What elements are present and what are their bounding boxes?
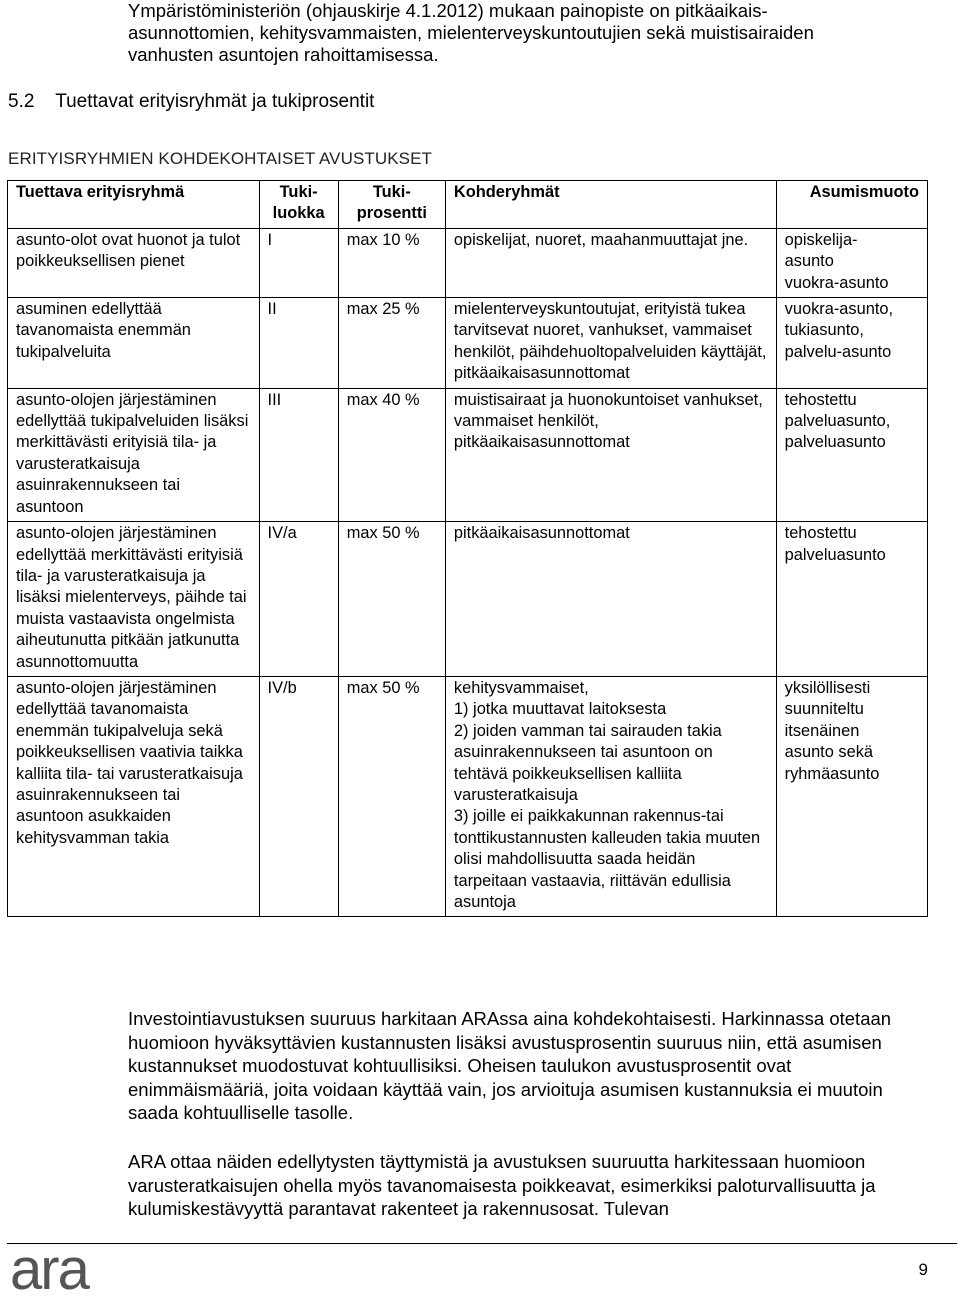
header-targets: Kohderyhmät — [445, 181, 776, 229]
cell-class: II — [259, 298, 338, 389]
header-class: Tuki- luokka — [259, 181, 338, 229]
table-row — [8, 388, 928, 521]
table-row — [8, 298, 928, 389]
cell-housing: tehostettu palveluasunto — [776, 522, 927, 677]
cell-housing: opiskelija- asunto vuokra-asunto — [776, 228, 927, 297]
cell-targets: kehitysvammaiset, 1) jotka muuttavat laitoksesta 2) joiden vamman tai sairauden takia asuinrakennukseen tai asuntoon on tehtävä poikkeuksellisen kalliita varusteratkaisuja 3) joille ei paikkakunnan rakennus-tai tonttikustannusten kalleuden takia muuten olisi mahdollisuutta saada heidän tarpeitaan vastaavia, riittävän edullisia asuntoja — [445, 676, 776, 916]
cell-class: III — [259, 388, 338, 521]
cell-group: asunto-olojen järjestäminen edellyttää tavanomaista enemmän tukipalveluja sekä poikkeuksellisen vaativia taikka kalliita tila- tai varusteratkaisuja asuinrakennukseen tai asuntoon asukkaiden kehitysvamman takia — [8, 676, 260, 916]
section-number: 5.2 — [8, 91, 35, 112]
page-number: 9 — [918, 1260, 928, 1279]
table-row — [8, 522, 928, 677]
cell-group: asunto-olojen järjestäminen edellyttää tukipalveluiden lisäksi merkittävästi erityisiä tila- ja varusteratkaisuja asuinrakennukseen tai asuntoon — [8, 388, 260, 521]
cell-percent: max 25 % — [338, 298, 445, 389]
cell-group: asunto-olot ovat huonot ja tulot poikkeuksellisen pienet — [8, 228, 260, 297]
logo-text: ara — [10, 1245, 88, 1295]
cell-group: asunto-olojen järjestäminen edellyttää merkittävästi erityisiä tila- ja varusteratkaisuja ja lisäksi mielenterveys, päihde tai muista vastaavista ongelmista aiheutunutta pitkään jatkunutta asunnottomuutta — [8, 522, 260, 677]
header-percent: Tuki- prosentti — [338, 181, 445, 229]
header-housing: Asumismuoto — [776, 181, 927, 229]
cell-housing: vuokra-asunto, tukiasunto, palvelu-asunto — [776, 298, 927, 389]
cell-housing: yksilöllisesti suunniteltu itsenäinen asunto sekä ryhmäasunto — [776, 676, 927, 916]
body-paragraph: Investointiavustuksen suuruus harkitaan ARAssa aina kohdekohtaisesti. Harkinnassa otetaan huomioon hyväksyttävien kustannusten lisäksi avustusprosentin suuruus niin, että asumisen kustannukset muodostuvat kohtuullisiksi. Oheisen taulukon avustusprosentit ovat enimmäismääriä, joita voidaan käyttää vain, jos arvioituja asumisen kustannuksia ei muutoin saada kohtuulliselle tasolle. — [128, 1008, 892, 1123]
section-heading — [8, 90, 374, 114]
cell-class: I — [259, 228, 338, 297]
cell-percent: max 10 % — [338, 228, 445, 297]
support-table — [7, 180, 928, 917]
table-header-row — [8, 181, 928, 229]
cell-percent: max 50 % — [338, 522, 445, 677]
cell-targets: mielenterveyskuntoutujat, erityistä tukea tarvitsevat nuoret, vanhukset, vammaiset henkilöt, päihdehuoltopalveluiden käyttäjät, pitkäaikaisasunnottomat — [445, 298, 776, 389]
cell-targets: muistisairaat ja huonokuntoiset vanhukset, vammaiset henkilöt, pitkäaikaisasunnottomat — [445, 388, 776, 521]
cell-class: IV/a — [259, 522, 338, 677]
cell-targets: pitkäaikaisasunnottomat — [445, 522, 776, 677]
ara-logo — [10, 1245, 105, 1295]
cell-targets: opiskelijat, nuoret, maahanmuuttajat jne. — [445, 228, 776, 297]
intro-text: Ympäristöministeriön (ohjauskirje 4.1.2012) mukaan painopiste on pitkäaikais- asunnottomien, kehitysvammaisten, mielenterveyskuntoutujien sekä muistisairaiden vanhusten asuntojen rahoittamisessa. — [128, 0, 814, 65]
table-subtitle: ERITYISRYHMIEN KOHDEKOHTAISET AVUSTUKSET — [8, 149, 433, 168]
cell-percent: max 50 % — [338, 676, 445, 916]
header-group: Tuettava erityisryhmä — [8, 181, 260, 229]
cell-group: asuminen edellyttää tavanomaista enemmän tukipalveluita — [8, 298, 260, 389]
table-row — [8, 228, 928, 297]
section-title: Tuettavat erityisryhmät ja tukiprosentit — [55, 91, 375, 112]
footer-divider — [7, 1243, 957, 1244]
body-paragraph: ARA ottaa näiden edellytysten täyttymistä ja avustuksen suuruutta harkitessaan huomioon varusteratkaisujen ohella myös tavanomaisesta poikkeavat, esimerkiksi paloturvallisuutta ja kulumiskestävyyttä parantavat rakenteet ja rakennusosat. Tulevan — [128, 1151, 876, 1219]
cell-housing: tehostettu palveluasunto, palveluasunto — [776, 388, 927, 521]
table-row — [8, 676, 928, 916]
cell-class: IV/b — [259, 676, 338, 916]
cell-percent: max 40 % — [338, 388, 445, 521]
